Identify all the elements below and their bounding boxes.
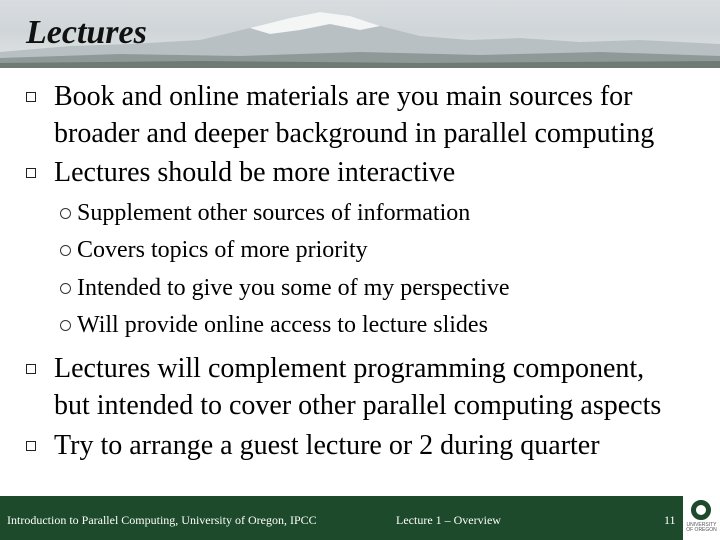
- bullet-text-line: Book and online materials are you main sources for: [54, 81, 633, 112]
- sub-bullet-item: [60, 273, 510, 303]
- footer-bar: [0, 496, 683, 540]
- footer-course-text: Introduction to Parallel Computing, University of Oregon, IPCC: [7, 513, 317, 527]
- slide-title: Lectures: [26, 14, 147, 51]
- university-logo: [683, 496, 720, 540]
- square-bullet-icon: [26, 441, 36, 451]
- square-bullet-icon: [26, 92, 36, 102]
- circle-bullet-icon: [60, 283, 71, 294]
- sub-bullet-text: Covers topics of more priority: [77, 237, 368, 263]
- bullet-text-line: but intended to cover other parallel computing aspects: [54, 390, 662, 421]
- footer: [0, 496, 720, 540]
- sub-bullet-text: Supplement other sources of information: [77, 200, 471, 226]
- sub-bullet-text: Intended to give you some of my perspective: [77, 275, 510, 301]
- square-bullet-icon: [26, 364, 36, 374]
- footer-lecture-text: Lecture 1 – Overview: [396, 513, 501, 527]
- sub-bullet-text: Will provide online access to lecture slides: [77, 312, 488, 338]
- page-number: 11: [664, 513, 676, 527]
- circle-bullet-icon: [60, 245, 71, 256]
- circle-bullet-icon: [60, 208, 71, 219]
- sub-bullet-item: [60, 310, 488, 340]
- sub-bullet-item: [60, 198, 470, 228]
- bullet-text-line: broader and deeper background in parallel computing: [54, 118, 655, 149]
- bullet-text-line: Try to arrange a guest lecture or 2 during quarter: [54, 430, 600, 461]
- bullet-text-line: Lectures will complement programming component,: [54, 353, 645, 384]
- header-banner: [0, 0, 720, 68]
- sub-bullet-item: [60, 235, 368, 265]
- logo-text: UNIVERSITY OF OREGON: [686, 522, 717, 533]
- square-bullet-icon: [26, 168, 36, 178]
- bullet-text-line: Lectures should be more interactive: [54, 157, 456, 188]
- circle-bullet-icon: [60, 320, 71, 331]
- oregon-o-icon: [691, 500, 711, 520]
